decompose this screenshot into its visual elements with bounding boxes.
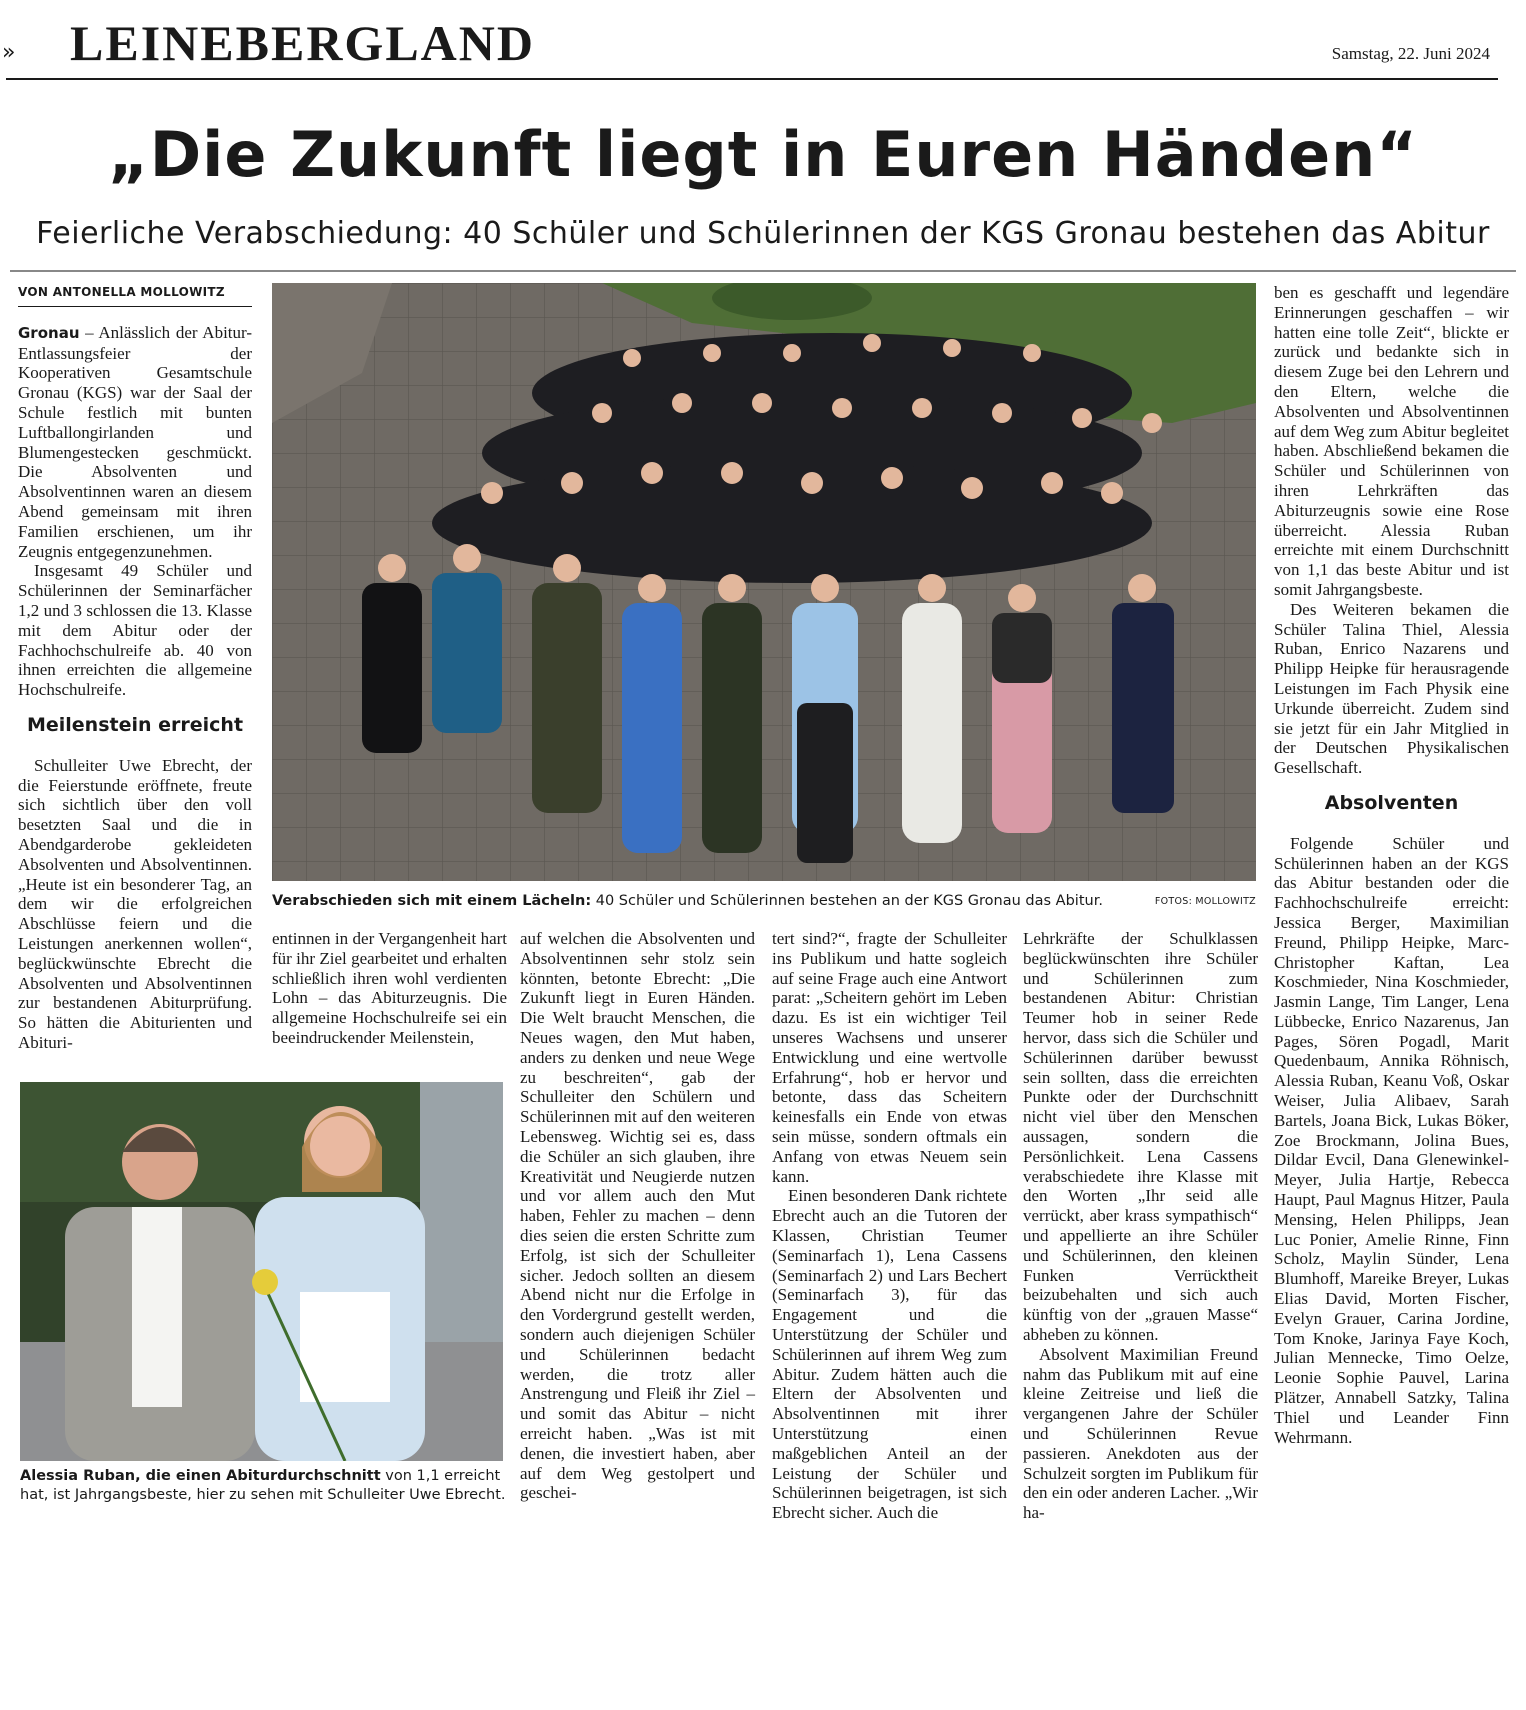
paragraph: Einen besonderen Dank richtete Ebrecht auch an die Tutoren der Klassen, Christian Teumer (Seminarfach 1), Lena Cassens (Seminarfach 2) und Lars Bechert (Seminarfach 3), für das Engagement und die Unterstützung der Schüler und Schülerinnen auf ihrem Weg zum Abitur. Zudem hätten auch die Eltern der Absolventen und Absolventinnen mit ihrer Unterstützung einen maßgeblichen Anteil an der Leistung der Schüler und Schülerinnen beigetragen, ist sich Ebrecht sicher. Auch die <box>772 1186 1007 1523</box>
paragraph: tert sind?“, fragte der Schulleiter ins Publikum und hatte sogleich auf seine Frage auch eine Antwort parat: „Scheitern gehört im Leben dazu. Es ist ein wichtiger Teil unseres Wachsens und unserer Entwicklung und eine wertvolle Erfahrung“, hob er hervor und betonte, dass das Scheitern keinesfalls ein Ende von etwas sein müsse, sondern oftmals ein Anfang von etwas Neuem sein kann. <box>772 929 1007 1186</box>
paragraph: entinnen in der Vergangenheit hart für ihr Ziel gearbeitet und erhalten schließlich ihren wohl verdienten Lohn – das Abiturzeugnis. Die allgemeine Hochschulreife sei ein beeindruckender Meilenstein, <box>272 929 507 1047</box>
subheading-absolventen: Absolventen <box>1324 791 1459 814</box>
article-column-3 <box>520 929 755 1503</box>
article-column-4 <box>772 929 1007 1523</box>
top-rule <box>6 78 1498 80</box>
paragraph-text: – Anlässlich der Abitur-Entlassungsfeier der Kooperativen Gesamtschule Gronau (KGS) war der Saal der Schule festlich mit bunten Luftballongirlanden und Blumengestecken geschmückt. Die Absolventen und Absolventinnen waren an diesem Abend gemeinsam mit ihren Familien erschienen, um ihr Zeugnis entgegenzunehmen. <box>18 322 252 561</box>
group-photo-graphic <box>272 283 1256 881</box>
portrait-caption <box>20 1467 510 1505</box>
section-title: LEINEBERGLAND <box>70 15 535 71</box>
article-column-6 <box>1274 283 1509 1447</box>
headline-rule <box>10 270 1516 272</box>
paragraph: Schulleiter Uwe Ebrecht, der die Feierstunde eröffnete, freute sich sichtlich über den voll besetzten Saal und die in Abendgarderobe gekleideten Absolventen und Absolventinnen. „Heute ist ein besonderer Tag, an dem wir die erfolgreichen Abschlüsse feiern und die Leistungen anerkennen wollen“, beglückwünschte Ebrecht die Absolventen und Absolventinnen zur bestandenen Abiturprüfung. So hätten die Abiturienten und Abituri- <box>18 755 252 1052</box>
group-photo-caption <box>272 893 1256 909</box>
paragraph: Insgesamt 49 Schüler und Schülerinnen der Seminarfächer 1,2 und 3 schlossen die 13. Klasse mit dem Abitur oder der Fachhochschulreife ab. 40 von ihnen erreichten die allgemeine Hochschulreife. <box>18 561 252 700</box>
paragraph: ben es geschafft und legendäre Erinnerungen geschaffen – wir hatten eine tolle Zeit“, blickte er zurück und bedankte sich in diesem Zuge bei den Lehrern und den Eltern, welche die Absolventen und Absolventinnen auf dem Weg zum Abitur begleitet haben. Abschließend bekamen die Schüler und Schülerinnen von ihren Lehrkräften das Abiturzeugnis sowie eine Rose überreicht. Alessia Ruban erreichte mit einem Durchschnitt von 1,1 das beste Abitur und ist somit Jahrgangsbeste. <box>1274 283 1509 599</box>
paragraph: Folgende Schüler und Schülerinnen haben an der KGS das Abitur bestanden oder die Fachhochschulreife erreicht: Jessica Berger, Maximilian Freund, Philipp Heipke, Marc-Christopher Kaftan, Lea Koschmieder, Nina Koschmieder, Jasmin Lange, Tim Langer, Lena Lübbecke, Enrico Nazarenus, Jan Pages, Sören Pogadl, Marit Quedenbaum, Annika Röhnisch, Alessia Ruban, Keanu Voß, Oskar Weiser, Julia Alibaev, Sarah Bartels, Joana Bick, Lukas Böker, Zoe Brockmann, Jolina Bues, Dildar Evcil, Dana Glenewinkel-Meyer, Julia Hartje, Rebecca Haupt, Paul Magnus Hitzer, Paula Mensing, Helen Philipps, Jean Luc Ponier, Amelie Rinne, Finn Scholz, Maylin Sünder, Lena Blumhoff, Mareike Breyer, Lukas Elias David, Morten Fischer, Evelyn Grauer, Carina Jordine, Tom Knoke, Jarinya Faye Koch, Julian Mennecke, Timo Oelze, Leonie Sophie Pauvel, Larina Plätzer, Annabell Satzky, Talina Thiel und Leander Finn Wehrmann. <box>1274 833 1509 1447</box>
subheading-meilenstein: Meilenstein erreicht <box>26 713 244 736</box>
paragraph: Des Weiteren bekamen die Schüler Talina Thiel, Alessia Ruban, Enrico Nazarens und Philipp Heipke für herausragende Leistungen im Fach Physik eine Urkunde überreicht. Zudem sind sie jetzt für ein Jahr Mitglied in der Deutschen Physikalischen Gesellschaft. <box>1274 599 1509 778</box>
section-arrow: » <box>2 40 16 65</box>
portrait-photo-graphic <box>20 1082 503 1461</box>
byline: VON ANTONELLA MOLLOWITZ <box>18 283 252 307</box>
headline: „Die Zukunft liegt in Euren Händen“ <box>107 118 1419 191</box>
photo-credit: FOTOS: MOLLOWITZ <box>1154 896 1256 907</box>
article-column-1 <box>18 283 252 1053</box>
portrait-photo <box>20 1082 503 1461</box>
paragraph: Lehrkräfte der Schulklassen beglückwünschten ihre Schüler und Schülerinnen zum bestandenen Abitur: Christian Teumer hob in seiner Rede hervor, dass sich die Schüler und Schülerinnen darüber bewusst sein sollten, dass die erreichten Punkte oder der Durchschnitt nicht viel über den Menschen aussagen, sondern die Persönlichkeit. Lena Cassens verabschiedete ihre Klasse mit den Worten „Ihr seid alle verrückt, aber krass sympathisch“ und appellierte an ihre Schüler und Schülerinnen, den kleinen Funken Verrücktheit beizubehalten und sich auch künftig von der „grauen Masse“ abheben zu können. <box>1023 929 1258 1344</box>
caption-lead: Verabschieden sich mit einem Lächeln: <box>272 893 592 909</box>
group-photo <box>272 283 1256 881</box>
paragraph: auf welchen die Absolventen und Absolventinnen sehr stolz sein könnten, betonte Ebrecht: „Die Zukunft liegt in Euren Händen. Die Welt braucht Menschen, die Neues wagen, den Mut haben, anders zu denken und neue Wege zu beschreiten“, gab der Schulleiter den Schülern und Schülerinnen mit auf den weiteren Lebensweg. Wichtig sei es, dass die Schüler an sich glauben, ihre Kreativität und Neugierde nutzen und vor allem auch den Mut haben, Fehler zu machen – denn dies seien die ersten Schritte zum Erfolg, ist sich der Schulleiter sicher. Jedoch sollten an diesem Abend nicht nur die Erfolge in den Vordergrund gestellt werden, sondern auch diejenigen Schüler und Schülerinnen bedacht werden, die trotz aller Anstrengung und Fleiß ihr Ziel – und somit das Abitur – nicht erreicht haben. „Was ist mit denen, die investiert haben, aber auf dem Weg gestolpert und geschei- <box>520 929 755 1503</box>
article-column-5 <box>1023 929 1258 1523</box>
article-column-2 <box>272 929 507 1048</box>
dateline: Gronau <box>18 323 80 342</box>
caption-text: 40 Schüler und Schülerinnen bestehen an der KGS Gronau das Abitur. <box>591 893 1103 909</box>
issue-date: Samstag, 22. Juni 2024 <box>1331 44 1490 63</box>
paragraph: Absolvent Maximilian Freund nahm das Publikum mit auf eine kleine Zeitreise und ließ die vergangenen Jahre der Schüler und Schülerinnen Revue passieren. Anekdoten aus der Schulzeit sorgten im Publikum für den ein oder anderen Lacher. „Wir ha- <box>1023 1344 1258 1523</box>
subheadline: Feierliche Verabschiedung: 40 Schüler und Schülerinnen der KGS Gronau bestehen das Abitur <box>36 216 1490 251</box>
paragraph <box>18 323 252 562</box>
caption-text: von 1,1 erreicht hat, ist Jahrgangsbeste, hier zu sehen mit Schulleiter Uwe Ebrecht. <box>20 1468 506 1503</box>
caption-lead: Alessia Ruban, die einen Abiturdurchschnitt <box>20 1468 381 1484</box>
